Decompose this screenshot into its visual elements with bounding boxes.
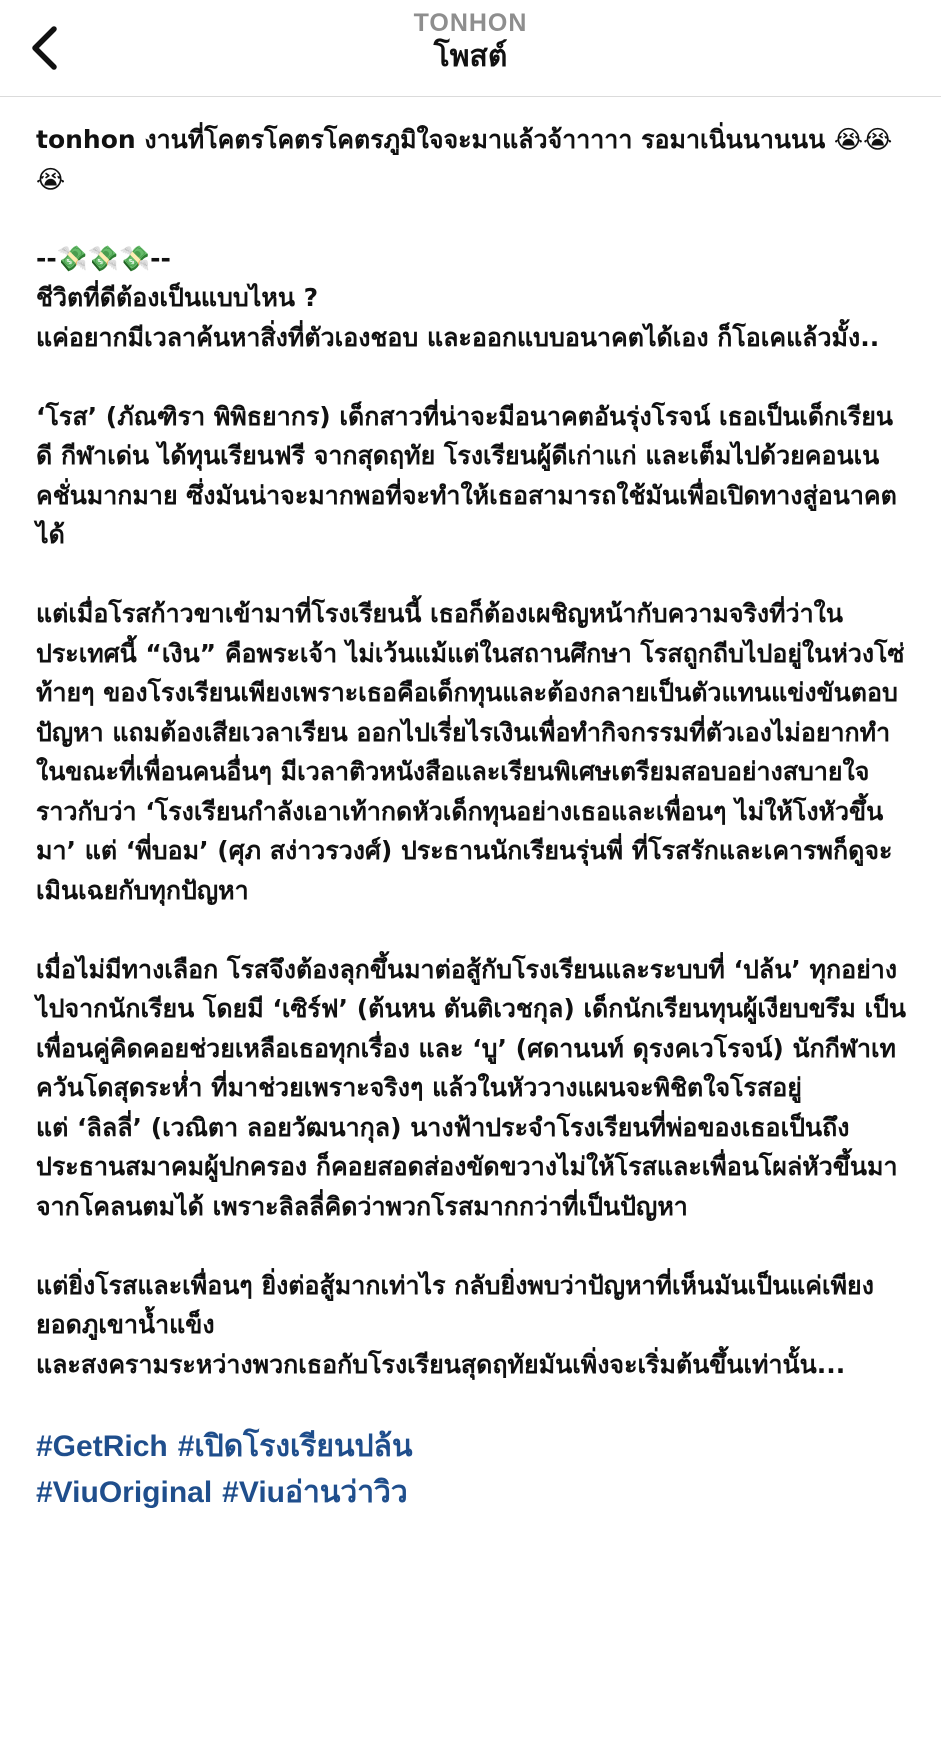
hashtag-list — [36, 1424, 906, 1516]
caption-divider: --💸💸💸-- — [36, 243, 171, 273]
caption-paragraph-1: ชีวิตที่ดีต้องเป็นแบบไหน ? แค่อยากมีเวลาค้นหาสิ่งที่ตัวเองชอบ และออกแบบอนาคตได้เอง ก็โอเคแล้วมั้ง.. — [36, 283, 880, 352]
hashtag-viuoriginal[interactable]: #ViuOriginal — [36, 1475, 213, 1509]
top-bar — [0, 0, 941, 97]
caption-paragraph-2: ‘โรส’ (ภัณฑิรา พิพิธยากร) เด็กสาวที่น่าจะมีอนาคตอันรุ่งโรจน์ เธอเป็นเด็กเรียนดี กีฬาเด่น ได้ทุนเรียนฟรี จากสุดฤทัย โรงเรียนผู้ดีเก่าแก่ และเต็มไปด้วยคอนเนคชั่นมากมาย ซึ่งมันน่าจะมากพอที่จะทำให้เธอสามารถใช้มันเพื่อเปิดทางสู่อนาคตได้ — [36, 401, 897, 549]
header-username: TONHON — [413, 9, 528, 37]
page-title: โพสต์ — [433, 39, 508, 74]
caption-first-paragraph — [36, 120, 906, 199]
header-titles — [0, 8, 941, 76]
caption-paragraph-4: เมื่อไม่มีทางเลือก โรสจึงต้องลุกขึ้นมาต่อสู้กับโรงเรียนและระบบที่ ‘ปล้น’ ทุกอย่างไปจากนักเรียน โดยมี ‘เซิร์ฟ’ (ต้นหน ตันติเวชกุล) เด็กนักเรียนทุนผู้เงียบขรึม เป็นเพื่อนคู่คิดคอยช่วยเหลือเธอทุกเรื่อง และ ‘บู’ (ศดานนท์ ดุรงคเวโรจน์) นักกีฬาเทควันโดสุดระห่ำ ที่มาช่วยเพราะจริงๆ แล้วในหัววางแผนจะพิชิตใจโรสอยู่ แต่ ‘ลิลลี่’ (เวณิตา ลอยวัฒนากุล) นางฟ้าประจำโรงเรียนที่พ่อของเธอเป็นถึงประธานสมาคมผู้ปกครอง ก็คอยสอดส่องขัดขวางไม่ให้โรสและเพื่อนโผล่หัวขึ้นมาจากโคลนตมได้ เพราะลิลลี่คิดว่าพวกโรสมากกว่าที่เป็นปัญหา — [36, 954, 907, 1221]
hashtag-open-school-heist[interactable]: #เปิดโรงเรียนปล้น — [177, 1429, 413, 1463]
caption-paragraph-3: แต่เมื่อโรสก้าวขาเข้ามาที่โรงเรียนนี้ เธอก็ต้องเผชิญหน้ากับความจริงที่ว่าในประเทศนี้ “เงิน” คือพระเจ้า ไม่เว้นแม้แต่ในสถานศึกษา โรสถูกถีบไปอยู่ในห่วงโซ่ท้ายๆ ของโรงเรียนเพียงเพราะเธอคือเด็กทุนและต้องกลายเป็นตัวแทนแข่งขันตอบปัญหา แถมต้องเสียเวลาเรียน ออกไปเรี่ยไรเงินเพื่อทำกิจกรรมที่ตัวเองไม่อยากทำ ในขณะที่เพื่อนคนอื่นๆ มีเวลาติวหนังสือและเรียนพิเศษเตรียมสอบอย่างสบายใจ ราวกับว่า ‘โรงเรียนกำลังเอาเท้ากดหัวเด็กทุนอย่างเธอและเพื่อนๆ ไม่ให้โงหัวขึ้นมา’ แต่ ‘พี่บอม’ (ศุภ สง่าวรวงศ์) ประธานนักเรียนรุ่นพี่ ที่โรสรักและเคารพก็ดูจะเมินเฉยกับทุกปัญหา — [36, 599, 905, 905]
caption-paragraph-5: แต่ยิ่งโรสและเพื่อนๆ ยิ่งต่อสู้มากเท่าไร กลับยิ่งพบว่าปัญหาที่เห็นมันเป็นแค่เพียงยอดภูเขาน้ำแข็ง และสงครามระหว่างพวกเธอกับโรงเรียนสุดฤทัยมันเพิ่งจะเริ่มต้นขึ้นเท่านั้น... — [36, 1270, 874, 1379]
hashtag-viu-read-as-view[interactable]: #Viuอ่านว่าวิว — [222, 1475, 408, 1509]
post-caption — [36, 120, 906, 1516]
hashtag-getrich[interactable]: #GetRich — [36, 1429, 168, 1463]
caption-first-line: งานที่โคตรโคตรโคตรภูมิใจจะมาแล้วจ้าาาาา รอมาเนิ่นนานนน 😭😭😭 — [36, 125, 893, 194]
caption-divider-block — [36, 239, 906, 358]
caption-author-username[interactable]: tonhon — [36, 125, 136, 154]
